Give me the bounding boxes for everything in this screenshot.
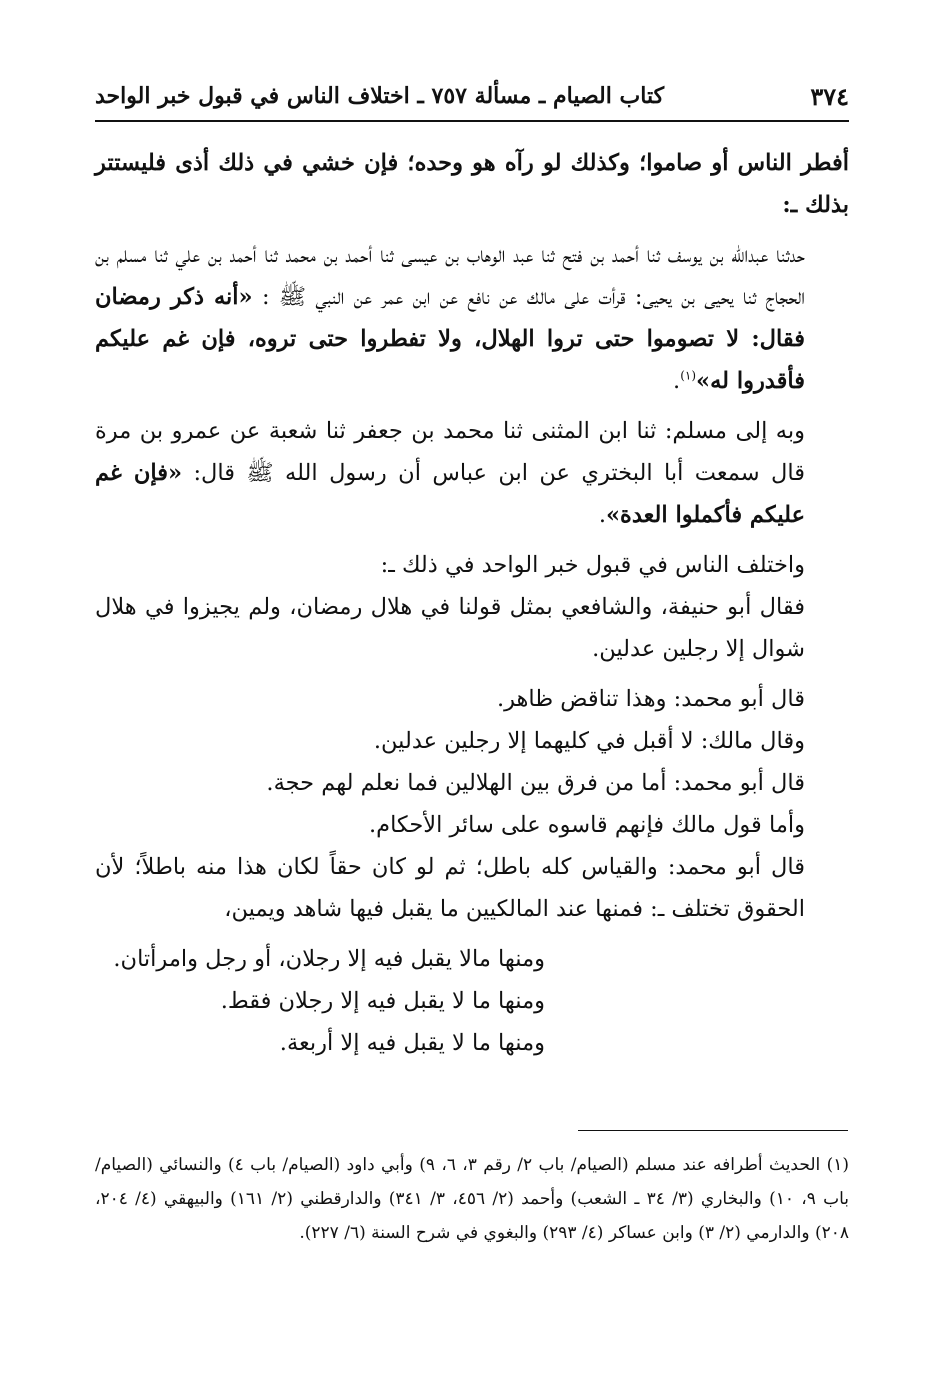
period-2: . <box>598 502 606 528</box>
footnote-marker: (١) <box>680 368 697 383</box>
list-line-2: وقال مالك: لا أقبل في كليهما إلا رجلين عدلين. <box>373 728 805 754</box>
page-number: ٣٧٤ <box>810 81 849 111</box>
running-header <box>95 72 849 122</box>
footnote-divider <box>578 1130 848 1131</box>
list-line-4: وأما قول مالك فإنهم قاسوه على سائر الأحكام. <box>368 812 805 838</box>
footnote <box>95 1148 849 1250</box>
isnad-text-2: وبه إلى مسلم: ثنا ابن المثنى ثنا محمد بن جعفر ثنا شعبة عن عمرو بن مرة قال سمعت أبا البختري عن ابن عباس أن رسول الله ﷺ قال: <box>95 418 805 486</box>
paragraph-6: قال أبو محمد: والقياس كله باطل؛ ثم لو كان حقاً لكان هذا منه باطلاً؛ لأن الحقوق تختلف ـ: فمنها عند المالكيين ما يقبل فيها شاهد ويمين، <box>95 854 805 922</box>
period: . <box>673 368 681 394</box>
paragraph-5: فقال أبو حنيفة، والشافعي بمثل قولنا في هلال رمضان، ولم يجيزوا في هلال شوال إلا رجلين عدلين. <box>95 594 805 662</box>
main-text <box>95 142 849 1064</box>
footnote-text: (١) الحديث أطرافه عند مسلم (الصيام/ باب ٢/ رقم ٣، ٦، ٩) وأبي داود (الصيام/ باب ٤) والنسائي (الصيام/ باب ٩، ١٠) والبخاري (٣/ ٣٤ ـ الشعب) وأحمد (٢/ ٤٥٦، ٣/ ٣٤١) والدارقطني (٢/ ١٦١) والبيهقي (٤/ ٢٠٤، ٢٠٨) والدارمي (٢/ ٣) وابن عساكر (٤/ ٢٩٣) والبغوي في شرح السنة (٦/ ٢٢٧). <box>95 1155 850 1243</box>
list-line-1: قال أبو محمد: وهذا تناقض ظاهر. <box>496 686 805 712</box>
header-title: كتاب الصيام ـ مسألة ٧٥٧ ـ اختلاف الناس في قبول خبر الواحد <box>95 83 665 109</box>
hadith-text-2: «فإن غم عليكم فأكملوا العدة» <box>95 460 805 528</box>
list-line-3: قال أبو محمد: أما من فرق بين الهلالين فما نعلم لهم حجة. <box>266 770 805 796</box>
list2-line-3: ومنها ما لا يقبل فيه إلا أربعة. <box>279 1030 545 1056</box>
hadith-text: «أنه ذكر رمضان فقال: لا تصوموا حتى تروا الهلال، ولا تفطروا حتى تروه، فإن غم عليكم فأقدروا له» <box>95 284 805 394</box>
paragraph-hadith-2 <box>95 410 849 536</box>
isnad-text: حدثنا عبدالله بن يوسف ثنا أحمد بن فتح ثنا عبد الوهاب بن عيسى ثنا أحمد بن محمد ثنا أحمد بن علي ثنا مسلم بن الحجاج ثنا يحيى بن يحيى: قرأت على مالك عن نافع عن ابن عمر عن النبي ﷺ : <box>95 242 806 310</box>
list2-line-1: ومنها مالا يقبل فيه إلا رجلان، أو رجل وامرأتان. <box>113 946 545 972</box>
paragraph-1: أفطر الناس أو صاموا؛ وكذلك لو رآه هو وحده؛ فإن خشي في ذلك أذى فليستتر بذلك ـ: <box>95 150 849 218</box>
list2-line-2: ومنها ما لا يقبل فيه إلا رجلان فقط. <box>220 988 545 1014</box>
paragraph-hadith-1 <box>95 234 849 402</box>
paragraph-4: واختلف الناس في قبول خبر الواحد في ذلك ـ: <box>380 552 805 578</box>
